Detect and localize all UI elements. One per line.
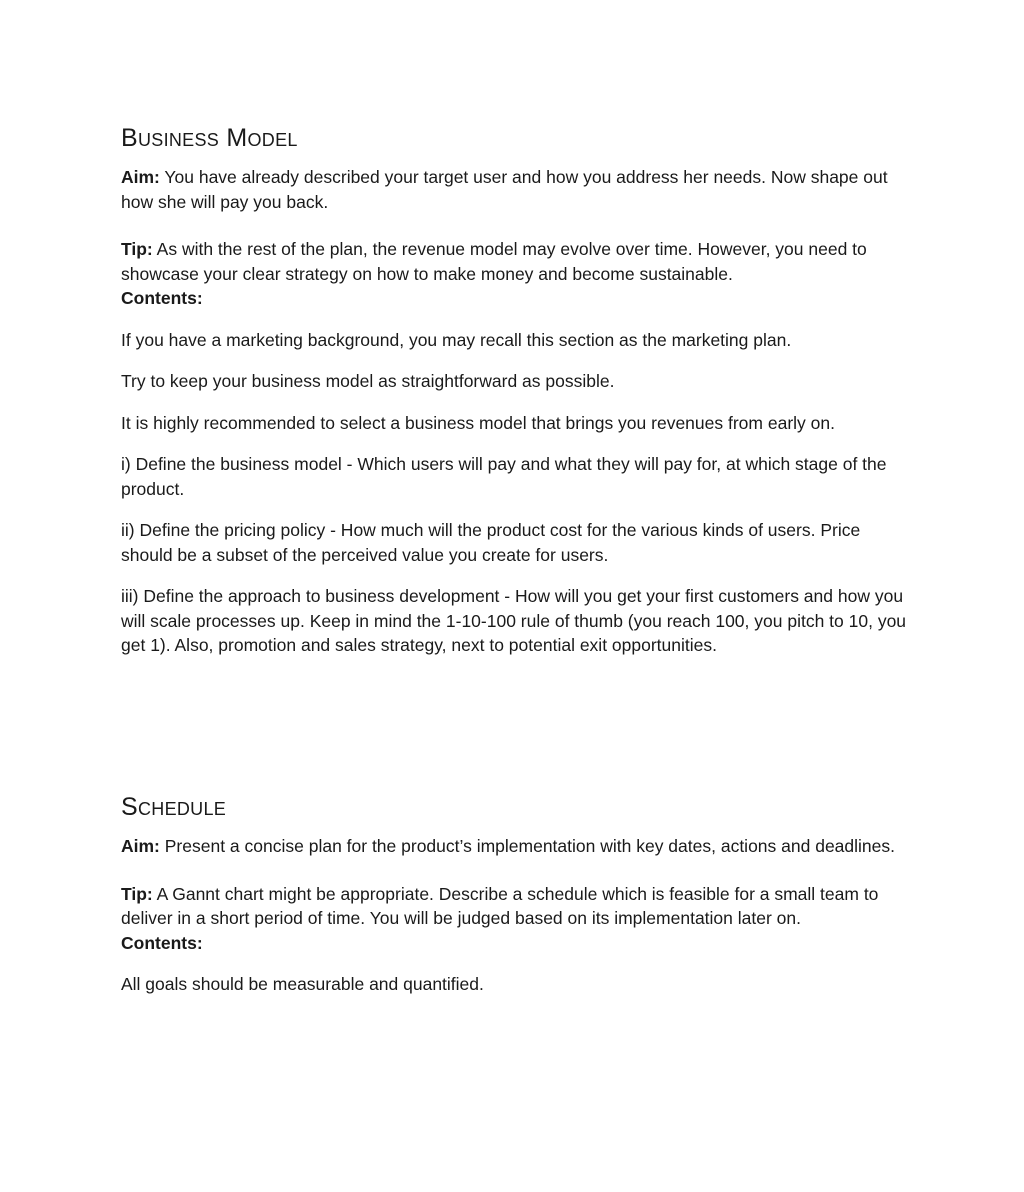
body-paragraph: iii) Define the approach to business development - How will you get your first customers and how you will scale processes up. Keep in mind the 1-10-100 rule of thumb (you reach 100, you pitch to 10, you get 1). Also, promotion and sales strategy, next to potential exit opportunities. xyxy=(121,586,907,655)
tip-paragraph xyxy=(121,882,911,931)
tip-paragraph xyxy=(121,237,911,286)
business-model-section xyxy=(121,121,911,658)
contents-label: Contents: xyxy=(121,288,203,308)
aim-label: Aim: xyxy=(121,167,160,187)
tip-text: As with the rest of the plan, the revenue model may evolve over time. However, you need to showcase your clear strategy on how to make money and become sustainable. xyxy=(121,239,867,284)
tip-label: Tip: xyxy=(121,239,153,259)
tip-label: Tip: xyxy=(121,883,153,904)
body-paragraph: It is highly recommended to select a business model that brings you revenues from early on. xyxy=(121,412,835,433)
body-paragraph: ii) Define the pricing policy - How much will the product cost for the various kinds of users. Price should be a subset of the perceived value you create for users. xyxy=(121,520,861,565)
contents-label: Contents: xyxy=(121,932,203,953)
body-paragraph: If you have a marketing background, you may recall this section as the marketing plan. xyxy=(121,329,792,350)
aim-label: Aim: xyxy=(121,836,160,856)
aim-text: Present a concise plan for the product’s implementation with key dates, actions and deadlines. xyxy=(159,836,895,856)
body-paragraph: All goals should be measurable and quantified. xyxy=(121,974,484,994)
body-paragraph: i) Define the business model - Which users will pay and what they will pay for, at which stage of the product. xyxy=(121,454,887,499)
body-paragraph: Try to keep your business model as straightforward as possible. xyxy=(121,371,615,391)
section-heading: Business Model xyxy=(121,124,298,152)
schedule-section xyxy=(121,790,911,997)
section-heading: Schedule xyxy=(121,793,227,821)
aim-paragraph xyxy=(121,165,911,214)
aim-text: You have already described your target user and how you address her needs. Now shape out how she will pay you back. xyxy=(121,167,888,212)
aim-paragraph xyxy=(121,834,911,859)
tip-text: A Gannt chart might be appropriate. Describe a schedule which is feasible for a small team to deliver in a short period of time. You will be judged based on its implementation later on. xyxy=(121,883,879,928)
